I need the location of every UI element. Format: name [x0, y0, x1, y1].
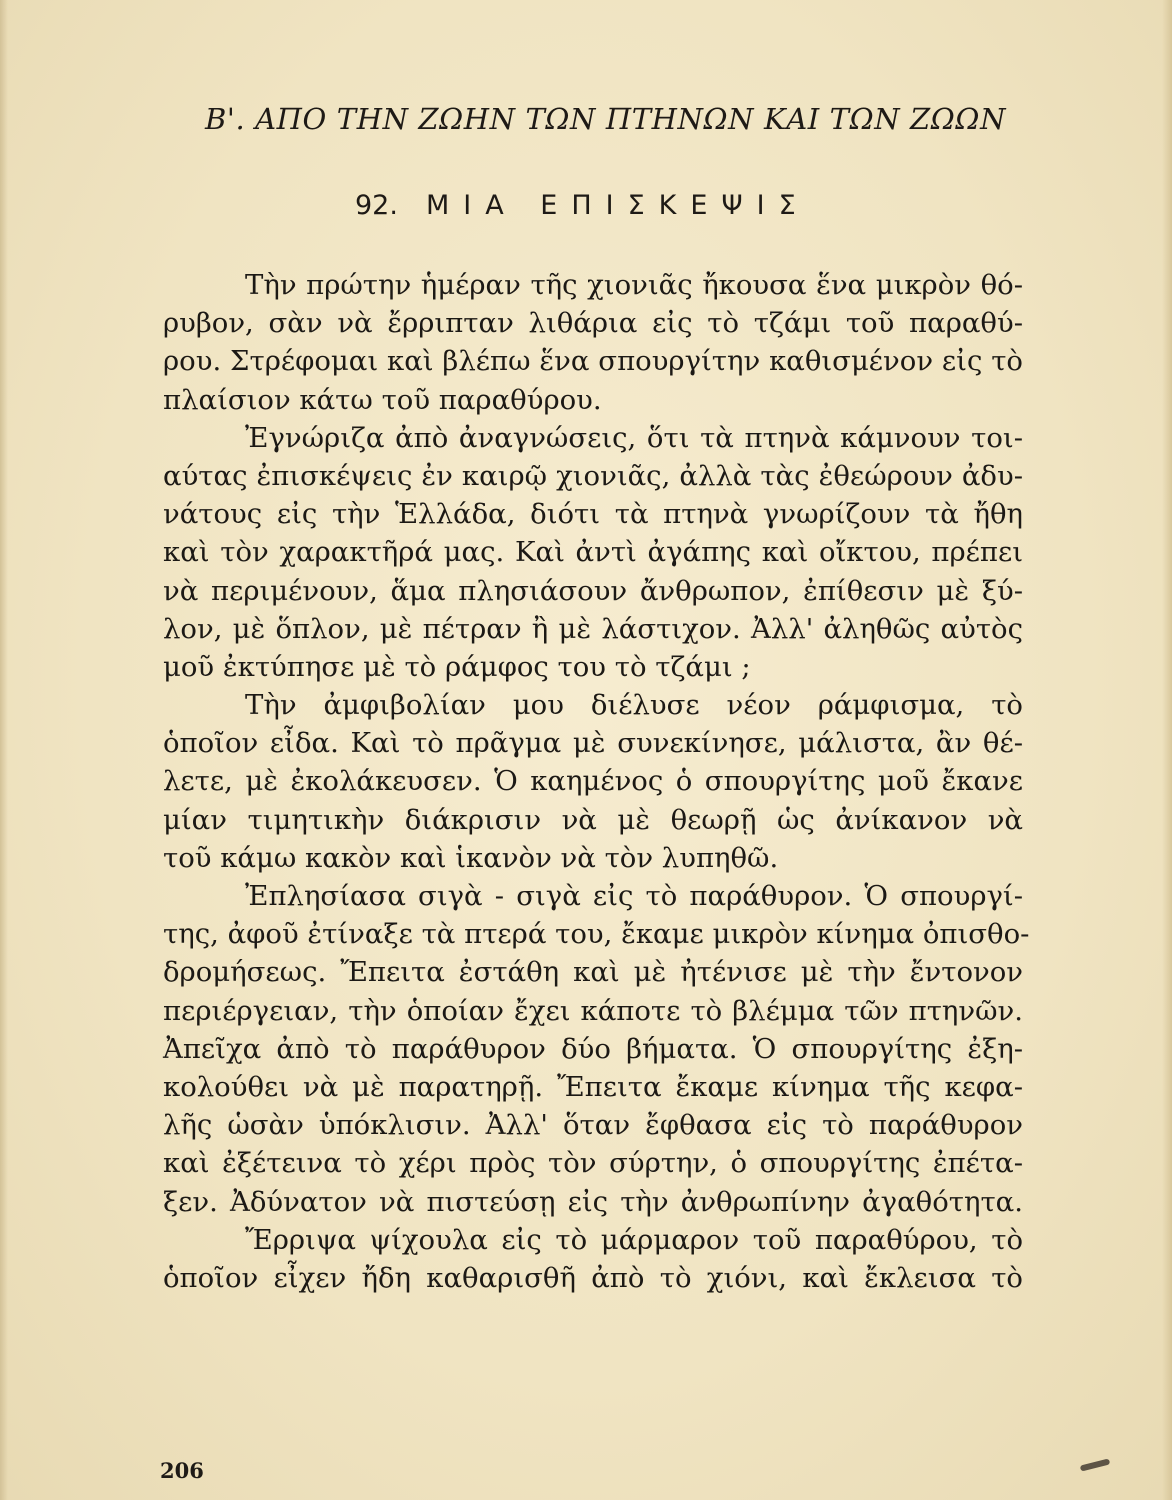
chapter-number: 92. — [355, 190, 398, 221]
ink-speck — [1080, 1458, 1111, 1471]
page-edge-shadow — [0, 0, 8, 1500]
text-line: κολούθει νὰ μὲ παρατηρῇ. Ἔπειτα ἔκαμε κίνημα τῆς κεφα- — [163, 1070, 1023, 1103]
text-line: λετε, μὲ ἐκολάκευσεν. Ὁ καημένος ὁ σπουργίτης μοῦ ἔκανε — [163, 765, 1023, 798]
text-line: ὁποῖον εἶχεν ἤδη καθαρισθῆ ἀπὸ τὸ χιόνι, καὶ ἔκλεισα τὸ — [163, 1261, 1023, 1294]
paragraph — [163, 1221, 1023, 1297]
text-line: μοῦ ἐκτύπησε μὲ τὸ ράμφος του τὸ τζάμι ; — [163, 650, 751, 683]
text-line: της, ἀφοῦ ἐτίναξε τὰ πτερά του, ἔκαμε μικρὸν κίνημα ὀπισθο- — [163, 918, 1030, 951]
text-line: λῆς ὡσὰν ὑπόκλισιν. Ἀλλ' ὅταν ἔφθασα εἰς τὸ παράθυρον — [163, 1109, 1023, 1142]
text-line: αύτας ἐπισκέψεις ἐν καιρῷ χιονιᾶς, ἀλλὰ τὰς ἐθεώρουν ἀδυ- — [163, 459, 1023, 492]
text-line: περιέργειαν, τὴν ὁποίαν ἔχει κάποτε τὸ βλέμμα τῶν πτηνῶν. — [163, 994, 1023, 1027]
text-line: ὁποῖον εἶδα. Καὶ τὸ πρᾶγμα μὲ συνεκίνησε, μάλιστα, ἂν θέ- — [163, 727, 1023, 760]
text-line: καὶ ἐξέτεινα τὸ χέρι πρὸς τὸν σύρτην, ὁ σπουργίτης ἐπέτα- — [163, 1147, 1023, 1180]
text-line: Τὴν ἀμφιβολίαν μου διέλυσε νέον ράμφισμα, τὸ — [245, 689, 1023, 722]
text-line: Ἀπεῖχα ἀπὸ τὸ παράθυρον δύο βήματα. Ὁ σπουργίτης ἐξη- — [163, 1032, 1023, 1065]
text-line: πλαίσιον κάτω τοῦ παραθύρου. — [163, 383, 602, 416]
text-line: ρου. Στρέφομαι καὶ βλέπω ἕνα σπουργίτην καθισμένον εἰς τὸ — [163, 345, 1023, 378]
text-line: Ἐπλησίασα σιγὰ - σιγὰ εἰς τὸ παράθυρον. Ὁ σπουργί- — [245, 880, 1023, 912]
text-line: τοῦ κάμω κακὸν καὶ ἱκανὸν νὰ τὸν λυπηθῶ. — [163, 841, 779, 874]
page-number: 206 — [160, 1458, 204, 1483]
text-line: λον, μὲ ὅπλον, μὲ πέτραν ἢ μὲ λάστιχον. Ἀλλ' ἀληθῶς αὐτὸς — [163, 612, 1023, 645]
chapter-title-text: ΜΙΑ ΕΠΙΣΚΕΨΙΣ — [425, 190, 810, 221]
page-edge-shadow — [1162, 0, 1172, 1500]
paragraph — [163, 419, 1023, 686]
chapter-title — [355, 190, 810, 221]
text-line: ρυβον, σὰν νὰ ἔρριπταν λιθάρια εἰς τὸ τζάμι τοῦ παραθύ- — [163, 307, 1023, 340]
text-line: Ἐγνώριζα ἀπὸ ἀναγνώσεις, ὅτι τὰ πτηνὰ κάμνουν τοι- — [245, 421, 1023, 454]
text-line: νὰ περιμένουν, ἅμα πλησιάσουν ἄνθρωπον, ἐπίθεσιν μὲ ξύ- — [163, 574, 1023, 607]
text-line: δρομήσεως. Ἔπειτα ἐστάθη καὶ μὲ ἠτένισε μὲ τὴν ἔντονον — [163, 956, 1023, 989]
paragraph — [163, 266, 1023, 419]
text-line: ξεν. Ἀδύνατον νὰ πιστεύσῃ εἰς τὴν ἀνθρωπίνην ἀγαθότητα. — [163, 1185, 1023, 1218]
section-heading: Β'. ΑΠΟ ΤΗΝ ΖΩΗΝ ΤΩΝ ΠΤΗΝΩΝ ΚΑΙ ΤΩΝ ΖΩΩΝ — [205, 102, 1007, 136]
text-line: Τὴν πρώτην ἡμέραν τῆς χιονιᾶς ἤκουσα ἕνα μικρὸν θό- — [245, 269, 1023, 301]
body-text — [163, 266, 1030, 1297]
paragraph — [163, 877, 1030, 1221]
text-line: καὶ τὸν χαρακτῆρά μας. Καὶ ἀντὶ ἀγάπης καὶ οἴκτου, πρέπει — [163, 536, 1023, 569]
text-line: νάτους εἰς τὴν Ἑλλάδα, διότι τὰ πτηνὰ γνωρίζουν τὰ ἤθη — [163, 498, 1023, 531]
text-line: μίαν τιμητικὴν διάκρισιν νὰ μὲ θεωρῇ ὡς ἀνίκανον νὰ — [163, 803, 1023, 836]
paragraph — [163, 686, 1023, 877]
text-line: Ἔρριψα ψίχουλα εἰς τὸ μάρμαρον τοῦ παραθύρου, τὸ — [245, 1223, 1023, 1256]
